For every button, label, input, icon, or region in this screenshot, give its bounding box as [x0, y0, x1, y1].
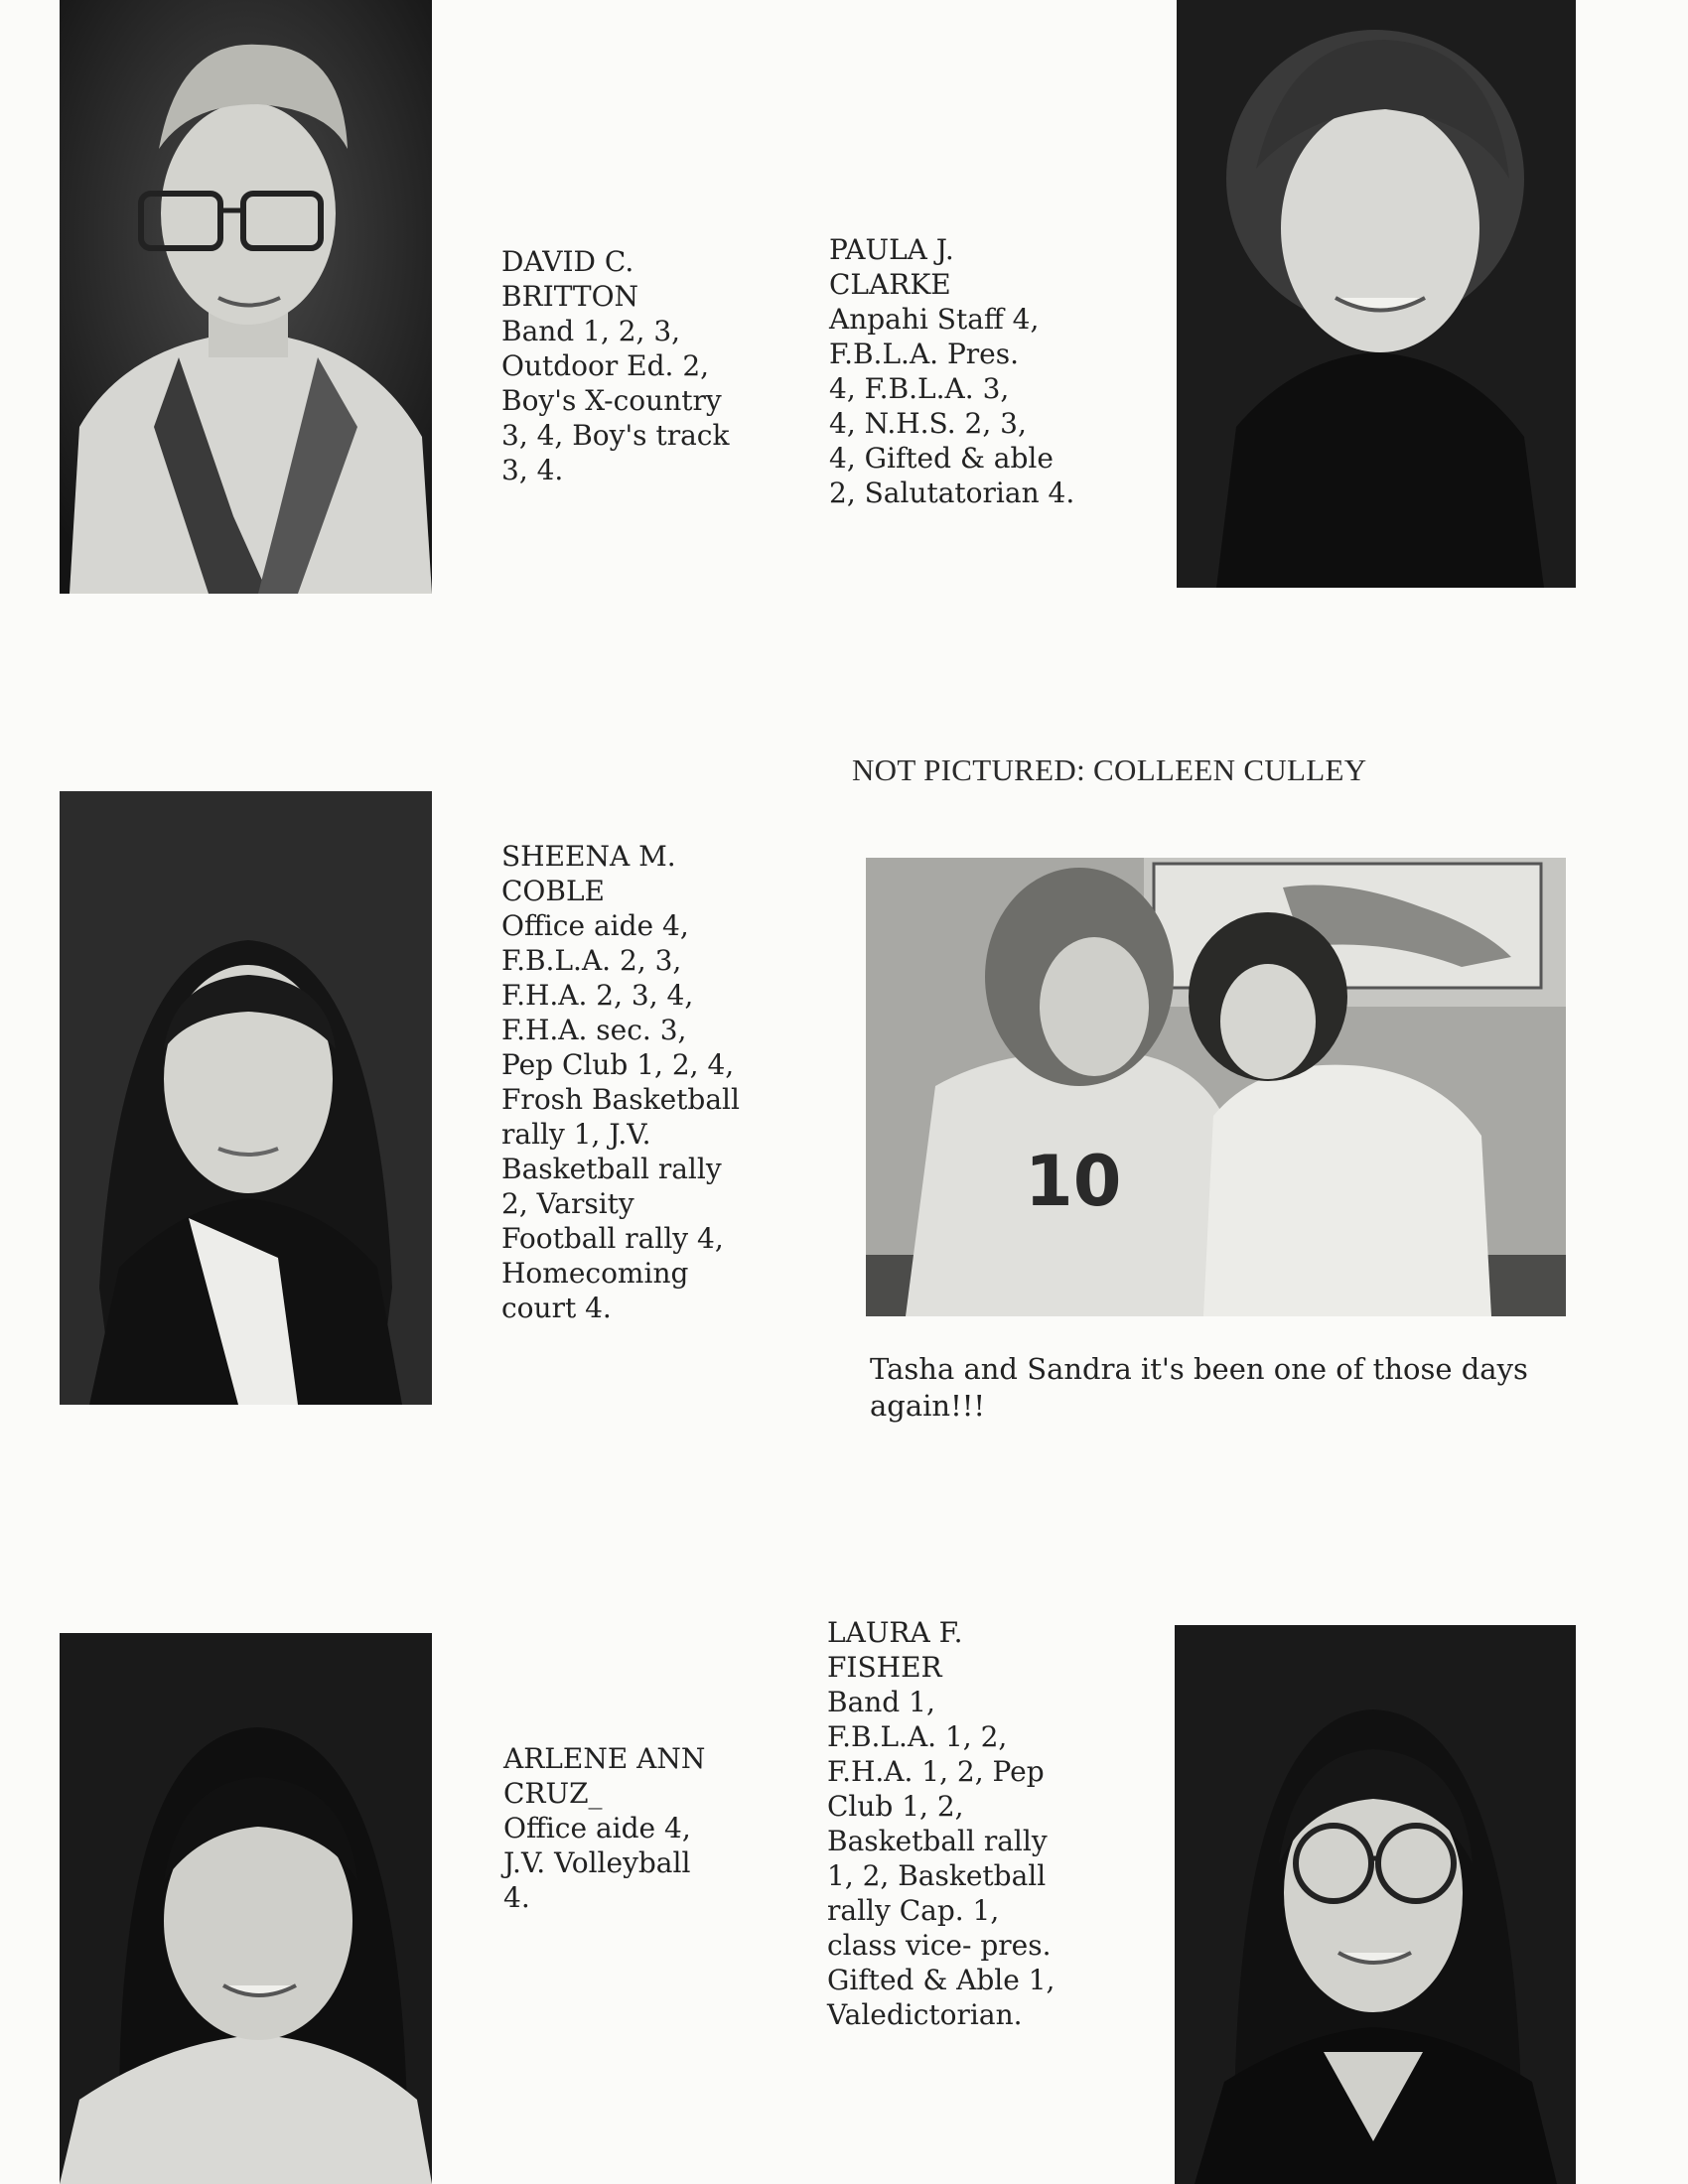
not-pictured-note: NOT PICTURED: COLLEEN CULLEY	[852, 752, 1367, 787]
senior-activities: Anpahi Staff 4, F.B.L.A. Pres. 4, F.B.L.A. 3, 4, N.H.S. 2, 3, 4, Gifted & able 2, Salutatorian 4.	[829, 303, 1075, 509]
portrait-photo-clarke	[1177, 0, 1576, 588]
portrait-photo-coble	[60, 791, 432, 1405]
senior-name-line1: LAURA F.	[827, 1616, 963, 1649]
senior-entry-clarke	[829, 232, 1157, 510]
senior-name-line1: PAULA J.	[829, 233, 954, 266]
senior-entry-cruz	[503, 1741, 811, 1915]
candid-photo	[866, 858, 1566, 1316]
portrait-photo-britton	[60, 0, 432, 594]
senior-name-line2: FISHER	[827, 1651, 942, 1684]
senior-name-line1: DAVID C.	[501, 245, 634, 278]
senior-name-line2: BRITTON	[501, 280, 639, 313]
portrait-photo-cruz	[60, 1633, 432, 2184]
candid-caption: Tasha and Sandra it's been one of those days again!!!	[870, 1352, 1528, 1423]
senior-entry-britton	[501, 244, 799, 487]
senior-entry-coble	[501, 839, 819, 1325]
senior-activities: Office aide 4, F.B.L.A. 2, 3, F.H.A. 2, 3, 4, F.H.A. sec. 3, Pep Club 1, 2, 4, Frosh Basketball rally 1, J.V. Basketball rally 2, Varsity Football rally 4, Homecoming court 4.	[501, 909, 740, 1324]
jersey-number: 10	[1025, 1141, 1122, 1222]
senior-name-line2: CRUZ_	[503, 1777, 603, 1810]
senior-name-line2: COBLE	[501, 875, 605, 907]
senior-entry-fisher	[827, 1615, 1165, 2032]
senior-activities: Band 1, F.B.L.A. 1, 2, F.H.A. 1, 2, Pep Club 1, 2, Basketball rally 1, 2, Basketball rally Cap. 1, class vice- pres. Gifted & Able 1, Valedictorian.	[827, 1686, 1055, 2031]
portrait-photo-fisher	[1175, 1625, 1576, 2184]
senior-activities: Band 1, 2, 3, Outdoor Ed. 2, Boy's X-country 3, 4, Boy's track 3, 4.	[501, 315, 730, 486]
senior-activities: Office aide 4, J.V. Volleyball 4.	[503, 1812, 691, 1914]
senior-name-line1: ARLENE ANN	[503, 1742, 706, 1775]
senior-name-line1: SHEENA M.	[501, 840, 676, 873]
senior-name-line2: CLARKE	[829, 268, 951, 301]
